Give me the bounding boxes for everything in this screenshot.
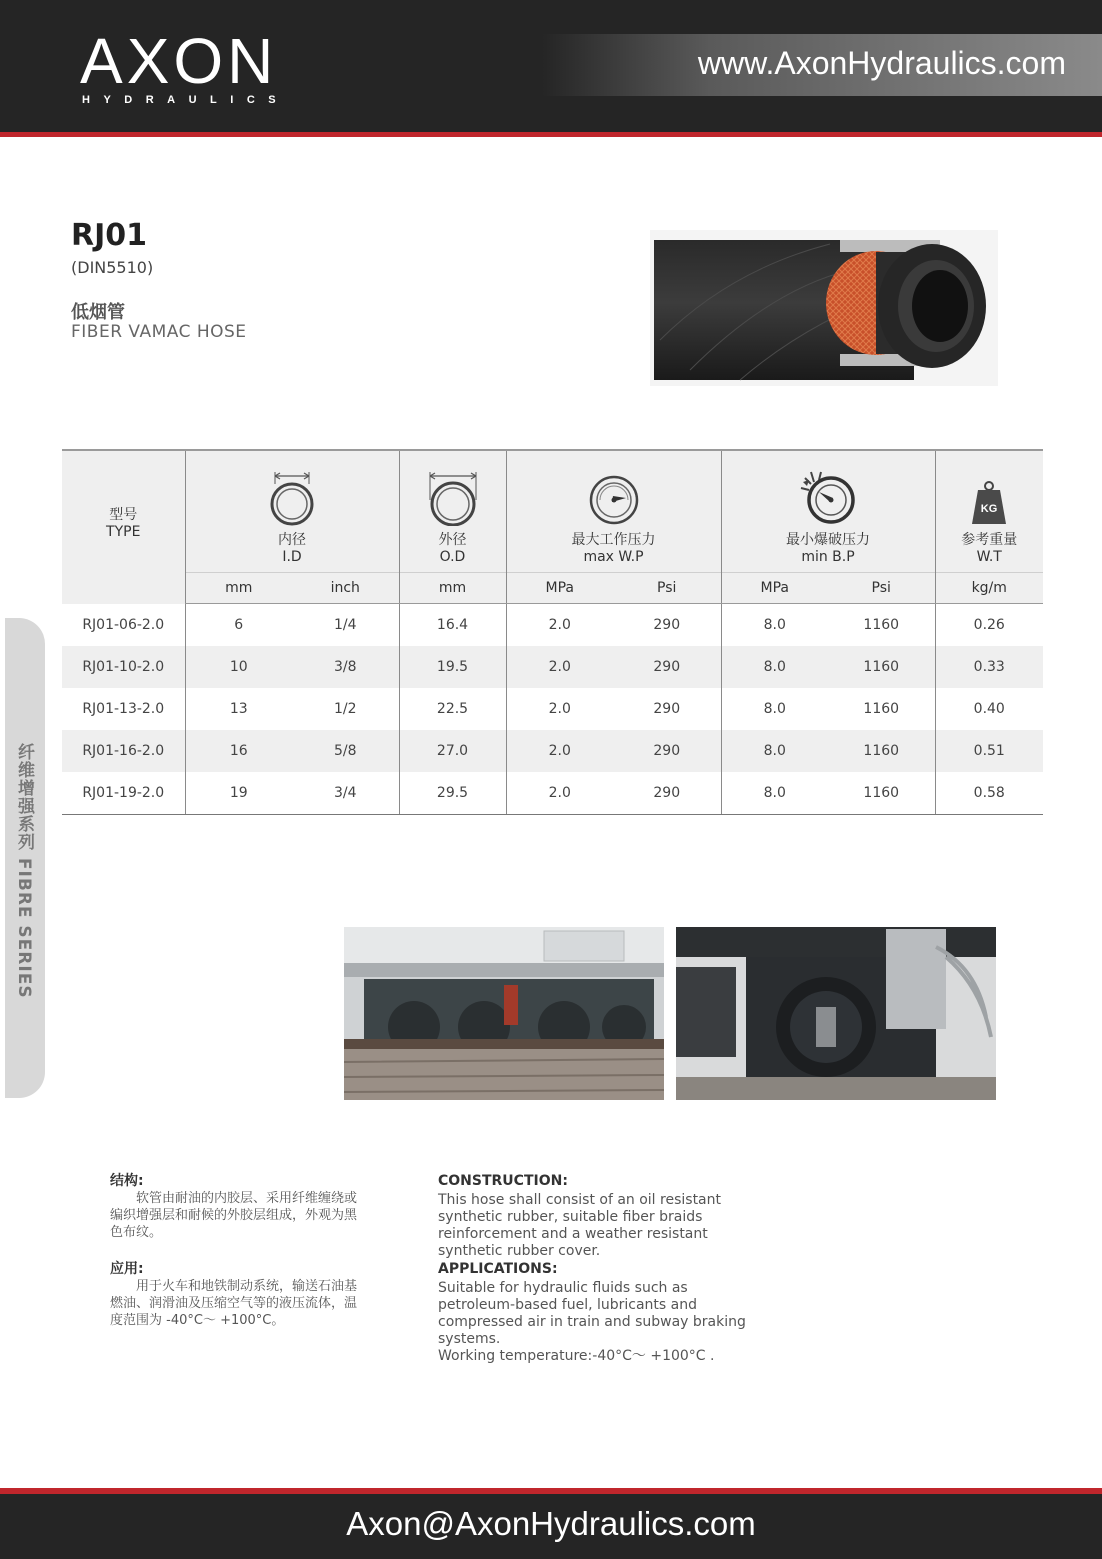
- cell-wp-mpa: 2.0: [506, 730, 613, 772]
- hose-product-image: [650, 230, 998, 386]
- cell-weight: 0.40: [935, 688, 1043, 730]
- header-type: 型号 TYPE: [62, 450, 185, 604]
- table-row: [62, 604, 1043, 647]
- unit-cell: kg/m: [935, 573, 1043, 604]
- outer-diameter-icon: [427, 470, 479, 526]
- cell-od-mm: 19.5: [399, 646, 506, 688]
- unit-cell: MPa: [721, 573, 828, 604]
- cell-id-inch: 3/4: [292, 772, 399, 815]
- product-model: RJ01: [71, 218, 148, 253]
- weight-icon: [969, 480, 1009, 526]
- unit-cell: MPa: [506, 573, 613, 604]
- cell-bp-mpa: 8.0: [721, 604, 828, 647]
- cell-od-mm: 16.4: [399, 604, 506, 647]
- logo-wordmark: AXON: [80, 25, 278, 97]
- cell-wp-mpa: 2.0: [506, 772, 613, 815]
- cell-id-mm: 13: [185, 688, 292, 730]
- table-row: [62, 688, 1043, 730]
- cell-weight: 0.51: [935, 730, 1043, 772]
- footer-email[interactable]: Axon@AxonHydraulics.com: [346, 1505, 756, 1542]
- application-cn-title: 应用:: [110, 1261, 144, 1277]
- unit-cell: mm: [185, 573, 292, 604]
- construction-en-section: [438, 1173, 768, 1260]
- cell-od-mm: 22.5: [399, 688, 506, 730]
- application-en-title: APPLICATIONS:: [438, 1261, 558, 1277]
- cell-wp-psi: 290: [653, 617, 681, 633]
- cell-bp-mpa: 8.0: [721, 730, 828, 772]
- cell-id-inch: 1/2: [333, 701, 357, 717]
- cell-wp-mpa: 2.0: [506, 646, 613, 688]
- cell-bp-psi: 1160: [863, 617, 900, 633]
- table-row: [62, 646, 1043, 688]
- application-cn-section: [110, 1261, 365, 1329]
- table-row: [62, 772, 1043, 815]
- cell-weight: 0.58: [935, 772, 1043, 815]
- cell-type: RJ01-19-2.0: [62, 772, 185, 815]
- brake-system-photo: [676, 927, 996, 1100]
- series-side-label: 纤维增强系列 FIBRE SERIES: [14, 743, 34, 999]
- application-cn-body: 用于火车和地铁制动系统，输送石油基燃油、润滑油及压缩空气等的液压流体，温度范围为 -40°C～ +100°C。: [110, 1279, 358, 1328]
- header-accent-line: [0, 132, 1102, 137]
- header-working-pressure: 最大工作压力 max W.P: [506, 450, 721, 573]
- pressure-gauge-icon: [588, 474, 640, 526]
- website-url[interactable]: www.AxonHydraulics.com: [697, 45, 1066, 81]
- construction-cn-title: 结构:: [110, 1173, 144, 1189]
- cell-wp-mpa: 2.0: [506, 688, 613, 730]
- application-en-body: Suitable for hydraulic fluids such as petroleum-based fuel, lubricants and compressed air in train and subway braking systems.: [438, 1280, 746, 1347]
- cell-wp-mpa: 2.0: [506, 604, 613, 647]
- table-header-row: [62, 450, 1043, 573]
- product-name-en: FIBER VAMAC HOSE: [71, 322, 247, 342]
- burst-gauge-icon: [797, 470, 859, 526]
- train-bogie-photo: [344, 927, 664, 1100]
- cell-weight: 0.33: [935, 646, 1043, 688]
- cell-wp-psi: 290: [653, 701, 681, 717]
- cell-wp-psi: 290: [613, 730, 721, 772]
- cell-bp-psi: 1160: [828, 730, 935, 772]
- cell-id-mm: 16: [185, 730, 292, 772]
- cell-bp-psi: 1160: [828, 646, 935, 688]
- table-row: [62, 730, 1043, 772]
- cell-id-mm: 6: [185, 604, 292, 647]
- cell-id-inch: 5/8: [292, 730, 399, 772]
- cell-type: RJ01-13-2.0: [82, 701, 165, 717]
- cell-id-mm: 19: [185, 772, 292, 815]
- cell-bp-mpa: 8.0: [721, 772, 828, 815]
- header-inner-diameter: 内径 I.D: [185, 450, 399, 573]
- cell-wp-psi: 290: [613, 772, 721, 815]
- cell-bp-mpa: 8.0: [721, 688, 828, 730]
- header-outer-diameter: 外径 O.D: [399, 450, 506, 573]
- spec-table: [62, 449, 1043, 815]
- construction-en-title: CONSTRUCTION:: [438, 1173, 568, 1189]
- axon-logo: [80, 26, 325, 110]
- header-burst-pressure: 最小爆破压力 min B.P: [721, 450, 935, 573]
- unit-cell: Psi: [828, 573, 935, 604]
- cell-od-mm: 27.0: [399, 730, 506, 772]
- cell-type: RJ01-06-2.0: [82, 616, 165, 633]
- construction-cn-section: [110, 1173, 365, 1241]
- cell-type: RJ01-10-2.0: [62, 646, 185, 688]
- cell-id-inch: 1/4: [333, 617, 357, 633]
- unit-cell: inch: [292, 573, 399, 604]
- cell-bp-psi: 1160: [828, 772, 935, 815]
- table-units-row: [62, 573, 1043, 604]
- product-standard: (DIN5510): [71, 258, 154, 277]
- construction-en-body: This hose shall consist of an oil resistant synthetic rubber, suitable fiber braids reinforcement and a weather resistant synthetic rubber cover.: [438, 1192, 721, 1259]
- logo-subtitle: HYDRAULICS: [82, 94, 290, 106]
- cell-id-mm: 10: [185, 646, 292, 688]
- header-weight: KG 参考重量 W.T: [935, 450, 1043, 573]
- product-name-cn: 低烟管: [71, 302, 125, 323]
- unit-cell: mm: [399, 573, 506, 604]
- cell-type: RJ01-16-2.0: [62, 730, 185, 772]
- weight-icon-label: KG: [981, 503, 998, 515]
- unit-cell: Psi: [613, 573, 721, 604]
- construction-cn-body: 软管由耐油的内胶层、采用纤维缠绕或编织增强层和耐候的外胶层组成，外观为黑色布纹。: [110, 1191, 358, 1240]
- cell-wp-psi: 290: [613, 646, 721, 688]
- cell-od-mm: 29.5: [399, 772, 506, 815]
- application-en-temperature: Working temperature:-40°C～ +100°C .: [438, 1348, 715, 1364]
- cell-weight: 0.26: [935, 604, 1043, 647]
- cell-id-inch: 3/8: [292, 646, 399, 688]
- cell-bp-mpa: 8.0: [721, 646, 828, 688]
- cell-bp-psi: 1160: [863, 701, 900, 717]
- inner-diameter-icon: [267, 470, 317, 526]
- application-en-section: [438, 1261, 768, 1365]
